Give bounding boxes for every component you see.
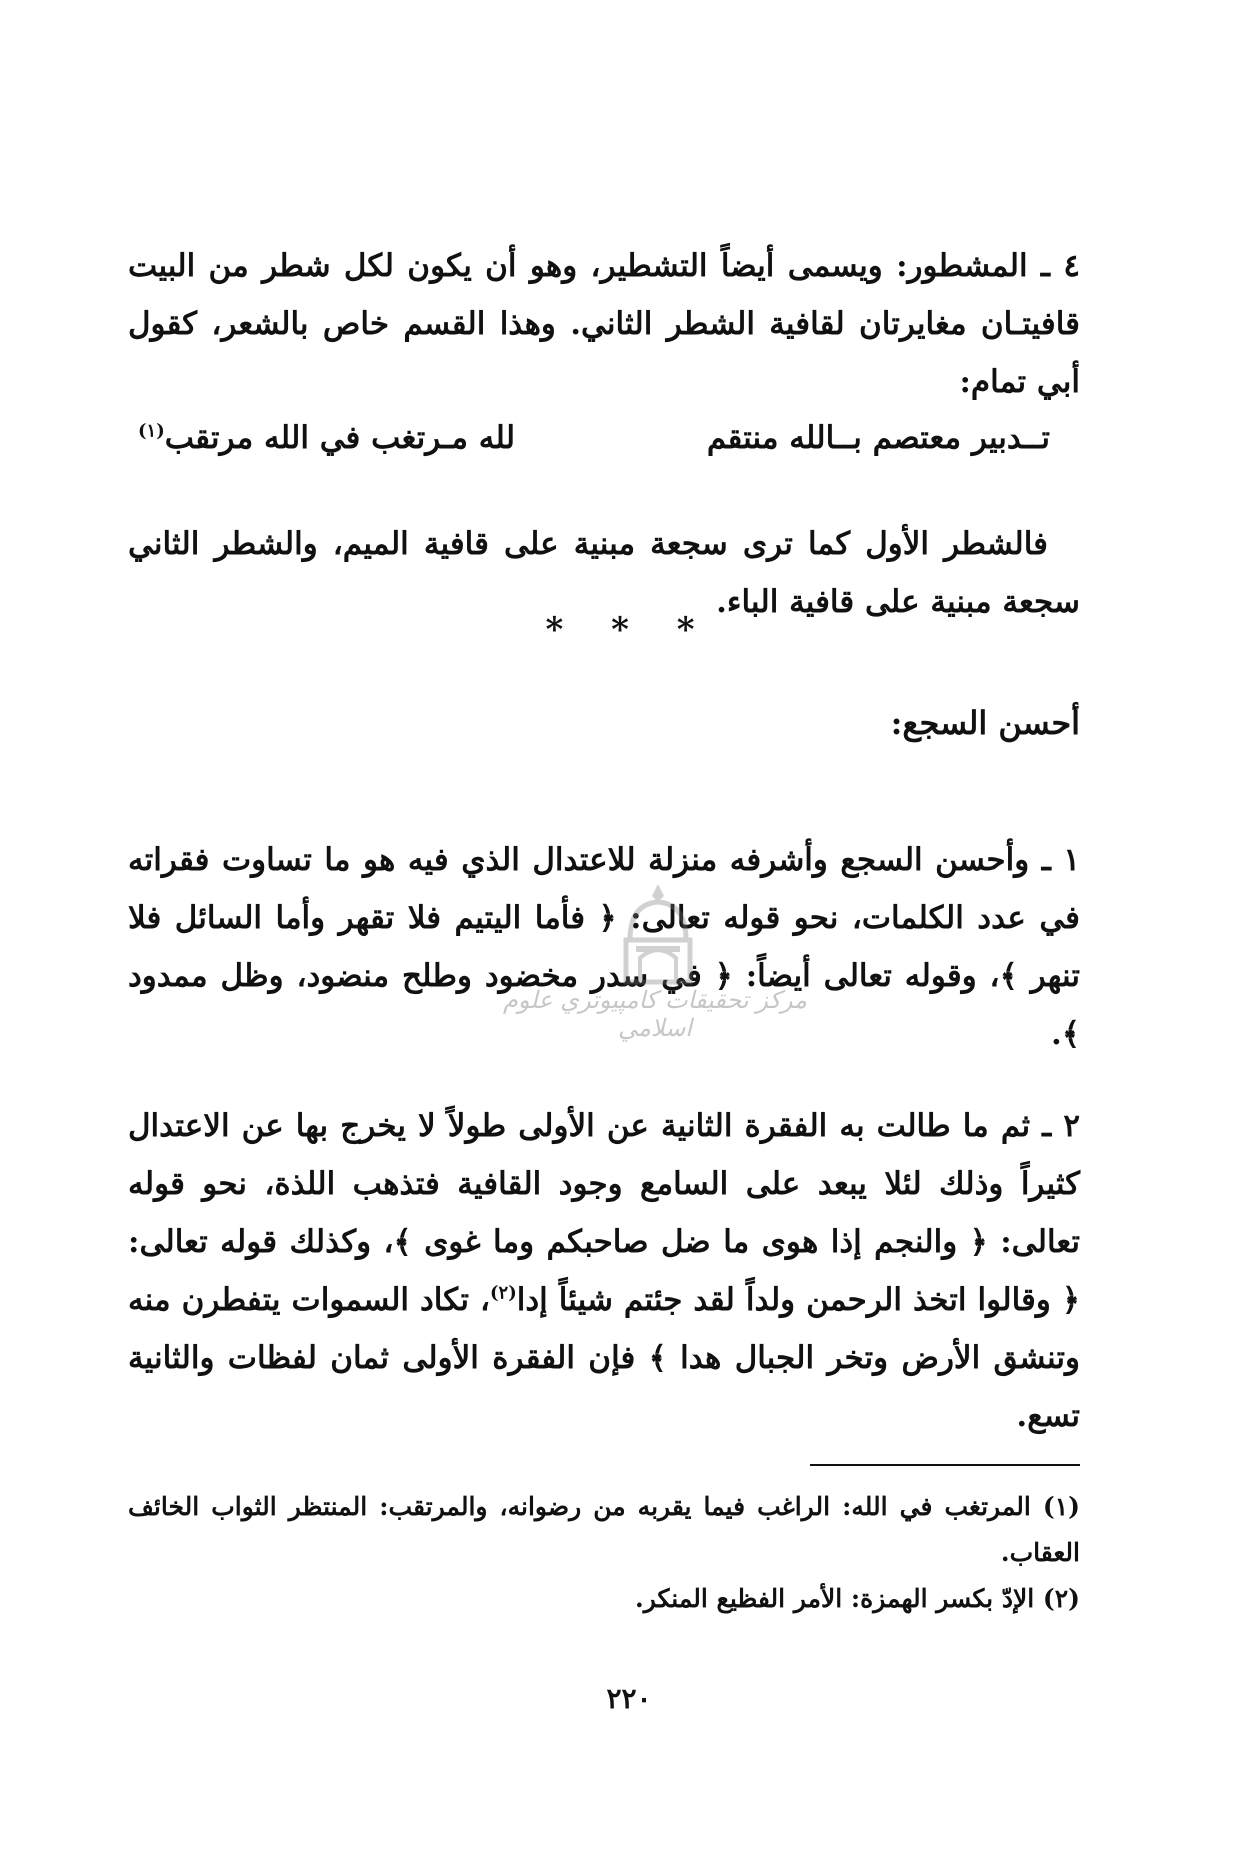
footnote-ref-2[interactable]: (٢) xyxy=(490,1282,517,1304)
verse-second-hemistich-wrap xyxy=(138,412,515,464)
page-number: ٢٢٠ xyxy=(606,1682,652,1715)
footnotes xyxy=(128,1484,1080,1622)
paragraph-2-text-a: ٢ ـ ثم ما طالت به الفقرة الثانية عن الأولى طولاً لا يخرج بها عن الاعتدال كثيراً وذلك لئلا يبعد على السامع وجود القافية فتذهب اللذة، نحو قوله تعالى: ﴿ والنجم إذا هوى ما ضل صاحبكم وما غوى ﴾، وكذلك قوله تعالى: ﴿ وقالوا اتخذ الرحمن ولداً لقد جئتم شيئاً إدا xyxy=(128,1108,1080,1318)
footnote-divider xyxy=(810,1464,1080,1466)
footnote-1: (١) المرتغب في الله: الراغب فيما يقربه من رضوانه، والمرتقب: المنتظر الثواب الخائف العقاب. xyxy=(128,1492,1080,1567)
watermark-text: مركز تحقيقات كامپيوتري علوم اسلامي xyxy=(503,986,807,1042)
section-heading: أحسن السجع: xyxy=(890,704,1080,742)
footnote-ref-1[interactable]: (١) xyxy=(138,420,165,442)
paragraph-mashtur: ٤ ـ المشطور: ويسمى أيضاً التشطير، وهو أن يكون لكل شطر من البيت قافيتـان مغايرتان لقافية الشطر الثاني. وهذا القسم خاص بالشعر، كقول أبي تمام: xyxy=(128,248,1080,400)
mosque-emblem-icon xyxy=(620,880,696,990)
verse-second-hemistich: لله مـرتغب في الله مرتقب xyxy=(164,420,516,456)
paragraph-2-text-b: ، تكاد السموات يتفطرن منه وتنشق الأرض وتخر الجبال هدا ﴾ فإن الفقرة الأولى ثمان لفظات والثانية تسع. xyxy=(128,1282,1080,1434)
poem-verse xyxy=(128,412,1080,464)
paragraph-1: ١ ـ وأحسن السجع وأشرفه منزلة للاعتدال الذي فيه هو ما تساوت فقراته في عدد الكلمات، نحو قوله تعالى: ﴿ فأما اليتيم فلا تقهر وأما السائل فلا تنهر ﴾، وقوله تعالى أيضاً: ﴿ في سدر مخضود وطلح منضود، وظل ممدود ﴾. xyxy=(128,842,1080,1052)
paragraph-2 xyxy=(128,1097,1080,1445)
section-separator: * * * xyxy=(545,610,713,650)
watermark xyxy=(500,880,810,1060)
footnote-2: (٢) الإدّ بكسر الهمزة: الأمر الفظيع المنكر. xyxy=(634,1584,1080,1613)
paragraph-explanation: فالشطر الأول كما ترى سجعة مبنية على قافية الميم، والشطر الثاني سجعة مبنية على قافية الباء. xyxy=(128,526,1080,620)
verse-first-hemistich: تــدبير معتصم بــالله منتقم xyxy=(706,420,1050,456)
